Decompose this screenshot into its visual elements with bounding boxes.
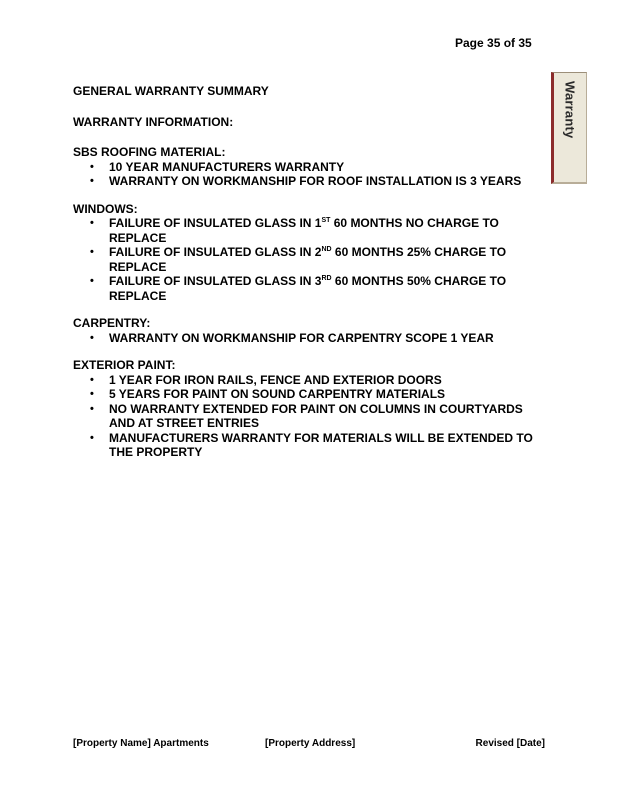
section-subtitle: WARRANTY INFORMATION:	[73, 114, 234, 129]
list-item: • 5 YEARS FOR PAINT ON SOUND CARPENTRY MATERIALS	[73, 387, 543, 402]
list-item: • 10 YEAR MANUFACTURERS WARRANTY	[73, 160, 543, 175]
windows-list	[73, 216, 543, 303]
warranty-tab-label: Warranty	[562, 81, 578, 139]
list-item: • MANUFACTURERS WARRANTY FOR MATERIALS WILL BE EXTENDED TO THE PROPERTY	[73, 431, 543, 460]
exterior-paint-heading: EXTERIOR PAINT:	[73, 358, 176, 372]
page-number: Page 35 of 35	[455, 36, 532, 50]
document-body	[73, 84, 543, 460]
list-item: • FAILURE OF INSULATED GLASS IN 2ND 60 MONTHS 25% CHARGE TO REPLACE	[73, 245, 543, 274]
list-item: • WARRANTY ON WORKMANSHIP FOR CARPENTRY SCOPE 1 YEAR	[73, 331, 543, 346]
carpentry-list	[73, 331, 543, 346]
list-item: • 1 YEAR FOR IRON RAILS, FENCE AND EXTERIOR DOORS	[73, 373, 543, 388]
warranty-tab	[551, 72, 587, 184]
exterior-paint-list	[73, 373, 543, 460]
document-title: GENERAL WARRANTY SUMMARY	[73, 84, 269, 98]
list-item: • NO WARRANTY EXTENDED FOR PAINT ON COLUMNS IN COURTYARDS AND AT STREET ENTRIES	[73, 402, 543, 431]
page-footer	[73, 738, 545, 752]
windows-heading: WINDOWS:	[73, 201, 138, 216]
footer-property-name: [Property Name] Apartments	[73, 738, 209, 749]
roofing-heading: SBS ROOFING MATERIAL:	[73, 145, 226, 159]
list-item: • FAILURE OF INSULATED GLASS IN 1ST 60 MONTHS NO CHARGE TO REPLACE	[73, 216, 543, 245]
list-item: • WARRANTY ON WORKMANSHIP FOR ROOF INSTALLATION IS 3 YEARS	[73, 174, 543, 189]
roofing-list	[73, 160, 543, 189]
footer-revised-date: Revised [Date]	[475, 738, 545, 749]
footer-property-address: [Property Address]	[265, 738, 356, 749]
carpentry-heading: CARPENTRY:	[73, 316, 151, 330]
list-item: • FAILURE OF INSULATED GLASS IN 3RD 60 MONTHS 50% CHARGE TO REPLACE	[73, 274, 543, 303]
